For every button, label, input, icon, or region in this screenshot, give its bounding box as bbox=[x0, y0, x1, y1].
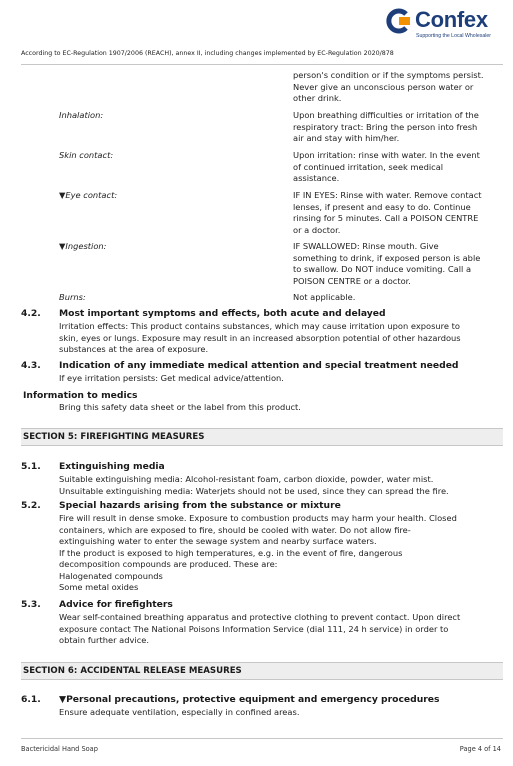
text-line: Upon irritation: rinse with water. In the event bbox=[293, 150, 480, 160]
subsection-body bbox=[59, 474, 507, 497]
subsection-title: Special hazards arising from the substance or mixture bbox=[59, 500, 341, 511]
subsection-title: Indication of any immediate medical attention and special treatment needed bbox=[59, 360, 459, 371]
text-line: containers, which are exposed to fire, should be cooled with water. Do not allow fire- bbox=[59, 524, 411, 535]
first-aid-value bbox=[293, 241, 505, 287]
subsection-title: ▼Personal precautions, protective equipment and emergency procedures bbox=[59, 694, 440, 705]
first-aid-label: Inhalation: bbox=[59, 110, 104, 120]
text-line: decomposition compounds are produced. These are: bbox=[59, 559, 278, 569]
text-line: Not applicable. bbox=[293, 292, 356, 302]
subsection-body bbox=[59, 612, 507, 647]
text-line: Bring this safety data sheet or the label from this product. bbox=[59, 402, 301, 412]
confex-logo bbox=[386, 6, 506, 42]
text-line: lenses, if present and easy to do. Continue bbox=[293, 201, 471, 212]
subsection-title: Most important symptoms and effects, both acute and delayed bbox=[59, 308, 386, 319]
subsection-title: Advice for firefighters bbox=[59, 599, 173, 610]
subsection-number: 4.2. bbox=[21, 308, 41, 319]
text-line: or a doctor. bbox=[293, 224, 341, 235]
first-aid-value bbox=[293, 150, 505, 185]
text-line: Suitable extinguishing media: Alcohol-resistant foam, carbon dioxide, powder, water mist. bbox=[59, 474, 434, 484]
text-line: skin, eyes or lungs. Exposure may result in an increased absorption potential of other hazardous bbox=[59, 332, 461, 343]
first-aid-continued bbox=[293, 70, 505, 105]
text-line: substances at the area of exposure. bbox=[59, 344, 209, 354]
section-title: SECTION 6: ACCIDENTAL RELEASE MEASURES bbox=[23, 666, 242, 676]
text-line: Ensure adequate ventilation, especially in confined areas. bbox=[59, 707, 300, 717]
text-line: person's condition or if the symptoms persist. bbox=[293, 70, 484, 80]
confex-logo-icon bbox=[386, 8, 412, 34]
subsection-body bbox=[59, 373, 507, 385]
first-aid-value bbox=[293, 292, 505, 304]
section-title: SECTION 5: FIREFIGHTING MEASURES bbox=[23, 432, 205, 442]
medics-heading: Information to medics bbox=[23, 390, 138, 401]
subsection-number: 4.3. bbox=[21, 360, 41, 371]
subsection-body bbox=[59, 707, 507, 719]
text-line: Halogenated compounds bbox=[59, 570, 163, 581]
text-line: to swallow. Do NOT induce vomiting. Call a bbox=[293, 264, 472, 274]
text-line: rinsing for 5 minutes. Call a POISON CENTRE bbox=[293, 213, 479, 223]
logo-tagline: Supporting the Local Wholesaler bbox=[416, 33, 491, 39]
footer-page-number: Page 4 of 14 bbox=[459, 745, 501, 753]
text-line: Some metal oxides bbox=[59, 582, 139, 592]
logo-wordmark: Confex bbox=[415, 7, 488, 32]
subsection-title: Extinguishing media bbox=[59, 461, 165, 472]
first-aid-label: ▼Eye contact: bbox=[59, 190, 118, 200]
text-line: POISON CENTRE or a doctor. bbox=[293, 275, 411, 286]
medics-body bbox=[59, 402, 507, 414]
footer-product-name: Bactericidal Hand Soap bbox=[21, 745, 98, 753]
text-line: Upon breathing difficulties or irritation of the bbox=[293, 110, 479, 120]
text-line: air and stay with him/her. bbox=[293, 133, 400, 143]
text-line: respiratory tract: Bring the person into fresh bbox=[293, 121, 478, 132]
text-line: obtain further advice. bbox=[59, 635, 150, 645]
footer-divider bbox=[21, 738, 503, 739]
subsection-number: 5.3. bbox=[21, 599, 41, 610]
text-line: Irritation effects: This product contains substances, which may cause irritation upon exposure to bbox=[59, 321, 460, 331]
text-line: Unsuitable extinguishing media: Waterjets should not be used, since they can spread the fire. bbox=[59, 485, 449, 496]
section-6-header bbox=[21, 662, 503, 680]
text-line: If the product is exposed to high temperatures, e.g. in the event of fire, dangerous bbox=[59, 547, 403, 558]
section-5-header bbox=[21, 428, 503, 446]
first-aid-label: ▼Ingestion: bbox=[59, 241, 107, 251]
text-line: something to drink, if exposed person is able bbox=[293, 252, 481, 263]
text-line: If eye irritation persists: Get medical advice/attention. bbox=[59, 373, 284, 383]
text-line: extinguishing water to enter the sewage system and nearby surface waters. bbox=[59, 536, 377, 546]
subsection-body bbox=[59, 321, 507, 356]
first-aid-label: Burns: bbox=[59, 292, 86, 302]
subsection-body bbox=[59, 513, 507, 594]
first-aid-label: Skin contact: bbox=[59, 150, 114, 160]
first-aid-value bbox=[293, 110, 505, 145]
regulation-line: According to EC-Regulation 1907/2006 (REACH), annex II, including changes implemented by EC-Regulation 2020/878 bbox=[21, 50, 394, 57]
text-line: Never give an unconscious person water or bbox=[293, 81, 474, 92]
text-line: Fire will result in dense smoke. Exposure to combustion products may harm your health. Closed bbox=[59, 513, 457, 523]
text-line: other drink. bbox=[293, 93, 342, 103]
first-aid-value bbox=[293, 190, 505, 236]
subsection-number: 6.1. bbox=[21, 694, 41, 705]
header-divider bbox=[21, 64, 503, 65]
subsection-number: 5.1. bbox=[21, 461, 41, 472]
text-line: assistance. bbox=[293, 173, 340, 183]
text-line: of continued irritation, seek medical bbox=[293, 161, 444, 172]
text-line: IF SWALLOWED: Rinse mouth. Give bbox=[293, 241, 439, 251]
text-line: IF IN EYES: Rinse with water. Remove contact bbox=[293, 190, 482, 200]
text-line: exposure contact The National Poisons Information Service (dial 111, 24 h service) in order to bbox=[59, 623, 449, 634]
text-line: Wear self-contained breathing apparatus and protective clothing to prevent contact. Upon direct bbox=[59, 612, 461, 622]
subsection-number: 5.2. bbox=[21, 500, 41, 511]
